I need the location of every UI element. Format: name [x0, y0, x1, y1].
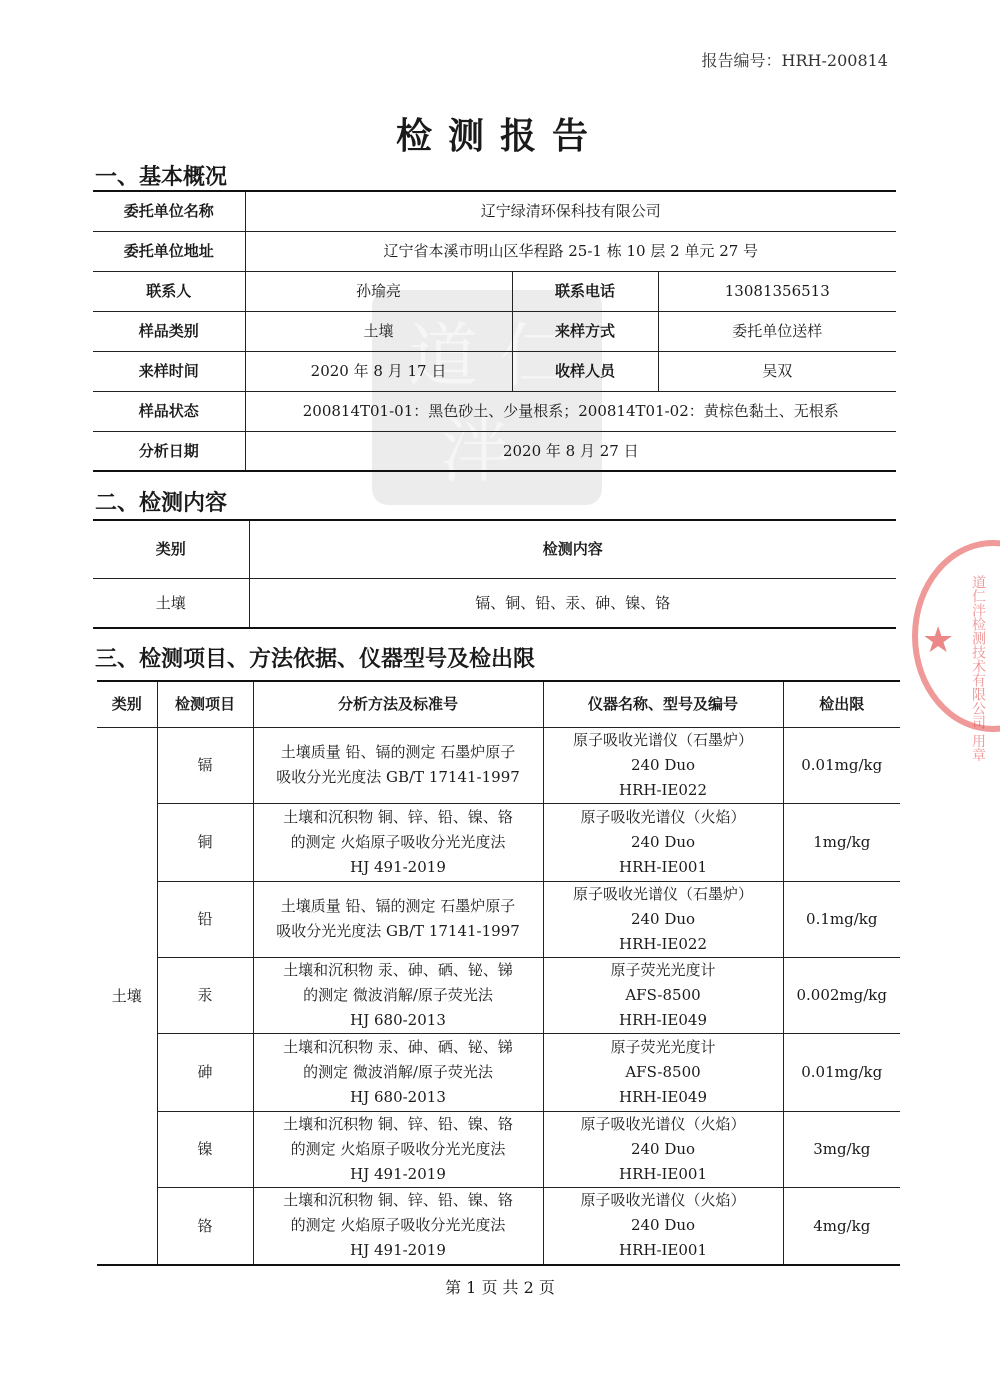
method-line: 土壤和沉积物 铜、锌、铅、镍、铬	[283, 807, 513, 826]
detection-limit: 1mg/kg	[783, 803, 900, 881]
detection-limit: 0.1mg/kg	[783, 881, 900, 957]
instrument-cell	[543, 803, 783, 881]
instrument-line: HRH-IE001	[618, 1164, 708, 1183]
col-header-category: 类别	[93, 520, 249, 578]
table-row	[97, 1033, 900, 1111]
watermark-char: 泮	[440, 410, 510, 492]
table-row	[97, 881, 900, 957]
method-cell	[253, 1033, 543, 1111]
instrument-line: 240 Duo	[630, 909, 696, 928]
sample-state-label: 样品状态	[93, 391, 245, 431]
method-line: 的测定 火焰原子吸收分光光度法	[290, 1216, 506, 1235]
instrument-cell	[543, 727, 783, 803]
watermark-char: 道	[408, 315, 478, 397]
receiver-label: 收样人员	[512, 351, 658, 391]
table-row	[97, 1187, 900, 1265]
test-item: 镉	[157, 727, 253, 803]
instrument-cell	[543, 1187, 783, 1265]
instrument-line: 原子吸收光谱仪（石墨炉）	[572, 884, 753, 903]
instrument-cell	[543, 1111, 783, 1187]
instrument-line: HRH-IE022	[618, 780, 708, 799]
method-line: 土壤和沉积物 铜、锌、铅、镍、铬	[283, 1114, 513, 1133]
detection-limit: 0.002mg/kg	[783, 957, 900, 1033]
phone-value: 13081356513	[658, 271, 896, 311]
method-cell	[253, 957, 543, 1033]
method-line: HJ 680-2013	[350, 1010, 446, 1029]
table-row	[97, 727, 900, 803]
instrument-line: 原子荧光光度计	[610, 960, 716, 979]
instrument-line: AFS-8500	[625, 1062, 701, 1081]
instrument-line: HRH-IE022	[618, 934, 708, 953]
test-item: 铬	[157, 1187, 253, 1265]
method-cell	[253, 1187, 543, 1265]
arrival-time-value: 2020 年 8 月 17 日	[245, 351, 512, 391]
method-line: 的测定 火焰原子吸收分光光度法	[290, 832, 506, 851]
method-cell	[253, 1111, 543, 1187]
detection-limit: 4mg/kg	[783, 1187, 900, 1265]
test-content-table	[93, 519, 896, 629]
instrument-line: AFS-8500	[625, 985, 701, 1004]
method-line: 土壤和沉积物 铜、锌、铅、镍、铬	[283, 1191, 513, 1210]
sampling-method-label: 来样方式	[512, 311, 658, 351]
method-line: 吸收分光光度法 GB/T 17141-1997	[276, 768, 520, 786]
instrument-cell	[543, 881, 783, 957]
method-line: 的测定 火焰原子吸收分光光度法	[290, 1139, 506, 1158]
client-address-value: 辽宁省本溪市明山区华程路 25-1 栋 10 层 2 单元 27 号	[245, 231, 896, 271]
method-cell	[253, 881, 543, 957]
instrument-line: 240 Duo	[630, 1216, 696, 1235]
detection-limit: 0.01mg/kg	[783, 1033, 900, 1111]
client-address-label: 委托单位地址	[93, 231, 245, 271]
method-line: 土壤和沉积物 汞、砷、硒、铋、锑	[283, 960, 513, 979]
instrument-line: 240 Duo	[630, 755, 696, 774]
test-item: 铜	[157, 803, 253, 881]
arrival-time-label: 来样时间	[93, 351, 245, 391]
watermark-char: 仁	[500, 315, 570, 397]
method-line: 的测定 微波消解/原子荧光法	[303, 1062, 493, 1081]
instrument-line: 240 Duo	[630, 832, 696, 851]
col-header-item: 检测项目	[157, 681, 253, 727]
detection-limit: 3mg/kg	[783, 1111, 900, 1187]
test-item: 砷	[157, 1033, 253, 1111]
method-cell	[253, 803, 543, 881]
methods-table	[97, 680, 900, 1266]
table-row	[97, 957, 900, 1033]
col-header-limit: 检出限	[783, 681, 900, 727]
col-header-content: 检测内容	[249, 520, 896, 578]
instrument-line: 240 Duo	[630, 1139, 696, 1158]
section-heading-basic-info: 一、基本概况	[95, 165, 228, 190]
method-line: HJ 491-2019	[350, 1164, 446, 1183]
method-line: HJ 491-2019	[350, 1241, 446, 1260]
col-header-instrument: 仪器名称、型号及编号	[543, 681, 783, 727]
content-category: 土壤	[93, 578, 249, 628]
instrument-line: 原子吸收光谱仪（石墨炉）	[572, 730, 753, 749]
method-cell	[253, 727, 543, 803]
instrument-line: HRH-IE001	[618, 857, 708, 876]
method-line: 土壤质量 铅、镉的测定 石墨炉原子	[280, 743, 516, 761]
instrument-line: 原子吸收光谱仪（火焰）	[580, 1191, 746, 1210]
instrument-line: HRH-IE001	[618, 1241, 708, 1260]
section-heading-methods: 三、检测项目、方法依据、仪器型号及检出限	[95, 647, 536, 672]
instrument-cell	[543, 1033, 783, 1111]
phone-label: 联系电话	[512, 271, 658, 311]
instrument-line: 原子吸收光谱仪（火焰）	[580, 807, 746, 826]
method-line: HJ 680-2013	[350, 1087, 446, 1106]
test-item: 汞	[157, 957, 253, 1033]
test-item: 铅	[157, 881, 253, 957]
method-line: 吸收分光光度法 GB/T 17141-1997	[276, 922, 520, 940]
instrument-line: HRH-IE049	[618, 1010, 708, 1029]
receiver-value: 吴双	[658, 351, 896, 391]
report-number: 报告编号：HRH-200814	[701, 51, 888, 70]
stamp-star-icon: ★	[922, 620, 955, 661]
table-row	[97, 803, 900, 881]
basic-info-table	[93, 190, 896, 472]
sampling-method-value: 委托单位送样	[658, 311, 896, 351]
instrument-line: 原子荧光光度计	[610, 1037, 716, 1056]
test-item: 镍	[157, 1111, 253, 1187]
report-title: 检测报告	[395, 116, 604, 157]
analysis-date-label: 分析日期	[93, 431, 245, 471]
section-heading-test-content: 二、检测内容	[95, 491, 228, 516]
contact-value: 孙瑜亮	[245, 271, 512, 311]
method-line: HJ 491-2019	[350, 857, 446, 876]
company-stamp-text: 道仁泮检测技术有限公司 用章	[970, 575, 986, 762]
method-line: 土壤质量 铅、镉的测定 石墨炉原子	[280, 897, 516, 915]
sample-type-label: 样品类别	[93, 311, 245, 351]
col-header-category: 类别	[97, 681, 157, 727]
sample-state-value: 200814T01-01：黑色砂土、少量根系；200814T01-02：黄棕色黏土、无根系	[245, 391, 896, 431]
client-name-label: 委托单位名称	[93, 191, 245, 231]
col-header-method: 分析方法及标准号	[253, 681, 543, 727]
instrument-line: HRH-IE049	[618, 1087, 708, 1106]
sample-type-value: 土壤	[245, 311, 512, 351]
detection-limit: 0.01mg/kg	[783, 727, 900, 803]
content-items: 镉、铜、铅、汞、砷、镍、铬	[249, 578, 896, 628]
analysis-date-value: 2020 年 8 月 27 日	[245, 431, 896, 471]
table-row	[97, 1111, 900, 1187]
instrument-cell	[543, 957, 783, 1033]
instrument-line: 原子吸收光谱仪（火焰）	[580, 1114, 746, 1133]
page-footer: 第 1 页 共 2 页	[445, 1278, 555, 1297]
method-line: 的测定 微波消解/原子荧光法	[303, 985, 493, 1004]
contact-label: 联系人	[93, 271, 245, 311]
category-cell: 土壤	[97, 727, 157, 1265]
method-line: 土壤和沉积物 汞、砷、硒、铋、锑	[283, 1037, 513, 1056]
client-name-value: 辽宁绿清环保科技有限公司	[245, 191, 896, 231]
